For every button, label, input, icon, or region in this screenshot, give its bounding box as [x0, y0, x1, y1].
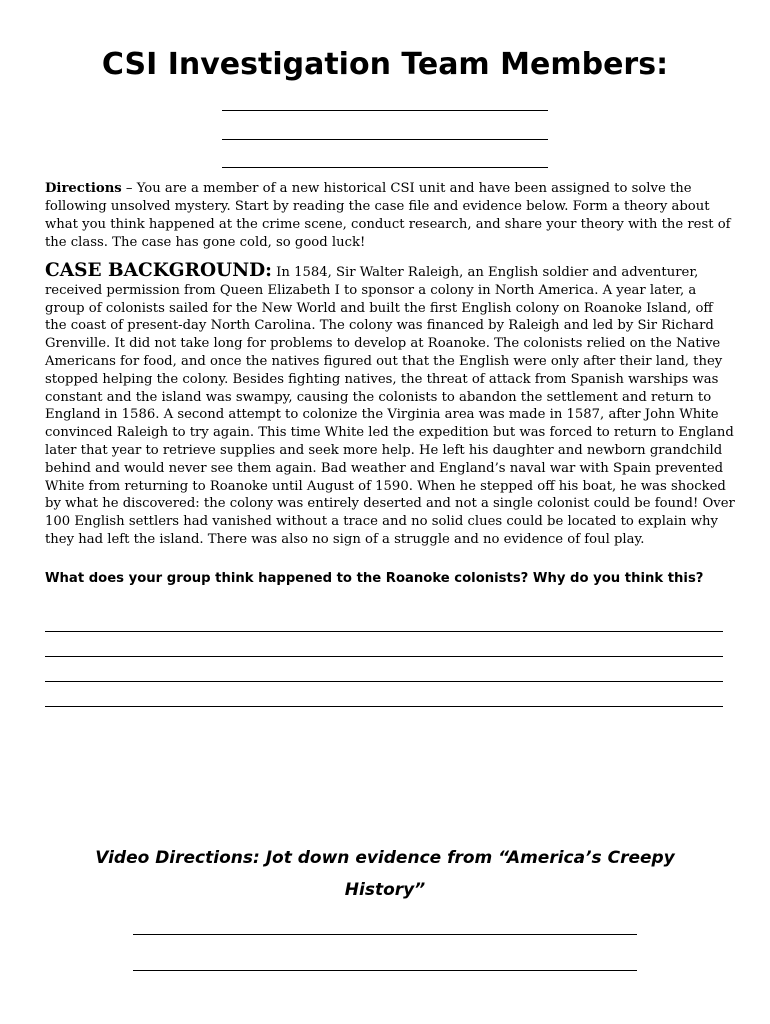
- video-evidence-line-1[interactable]: [133, 934, 637, 935]
- answer-line-2[interactable]: [45, 656, 723, 657]
- team-member-line-1[interactable]: [222, 110, 548, 111]
- team-member-line-2[interactable]: [222, 139, 548, 140]
- video-evidence-line-2[interactable]: [133, 970, 637, 971]
- case-background-heading: CASE BACKGROUND:: [45, 260, 272, 281]
- case-background-paragraph: [45, 262, 735, 549]
- answer-line-3[interactable]: [45, 681, 723, 682]
- directions-paragraph: [45, 180, 735, 252]
- video-directions: Video Directions: Jot down evidence from “America’s Creepy History”: [95, 848, 675, 900]
- answer-line-4[interactable]: [45, 706, 723, 707]
- page-title: CSI Investigation Team Members:: [101, 47, 669, 82]
- case-background-text: In 1584, Sir Walter Raleigh, an English soldier and adventurer, received permission from Queen Elizabeth I to sponsor a colony in North America. A year later, a group of colonists sailed for the New World and built the first English colony on Roanoke Island, off the coast of present-day North Carolina. The colony was financed by Raleigh and led by Sir Richard Grenville. It did not take long for problems to develop at Roanoke. The colonists relied on the Native Americans for food, and once the natives figured out that the English were only after their land, they stopped helping the colony. Besides fighting natives, the threat of attack from Spanish warships was constant and the island was swampy, causing the colonists to abandon the settlement and return to England in 1586. A second attempt to colonize the Virginia area was made in 1587, after John White convinced Raleigh to try again. This time White led the expedition but was forced to return to England later that year to retrieve supplies and seek more help. He left his daughter and newborn grandchild behind and would never see them again. Bad weather and England’s naval war with Spain prevented White from returning to Roanoke until August of 1590. When he stepped off his boat, he was shocked by what he discovered: the colony was entirely deserted and not a single colonist could be found! Over 100 English settlers had vanished without a trace and no solid clues could be located to explain why they had left the island. There was also no sign of a struggle and no evidence of foul play.: [45, 265, 735, 547]
- group-question: What does your group think happened to the Roanoke colonists? Why do you think this?: [45, 571, 704, 586]
- directions-text: – You are a member of a new historical CSI unit and have been assigned to solve the following unsolved mystery. Start by reading the case file and evidence below. Form a theory about what you think happened at the crime scene, conduct research, and share your theory with the rest of the class. The case has gone cold, so good luck!: [45, 181, 731, 250]
- team-member-line-3[interactable]: [222, 167, 548, 168]
- directions-label: Directions: [45, 181, 122, 196]
- answer-line-1[interactable]: [45, 631, 723, 632]
